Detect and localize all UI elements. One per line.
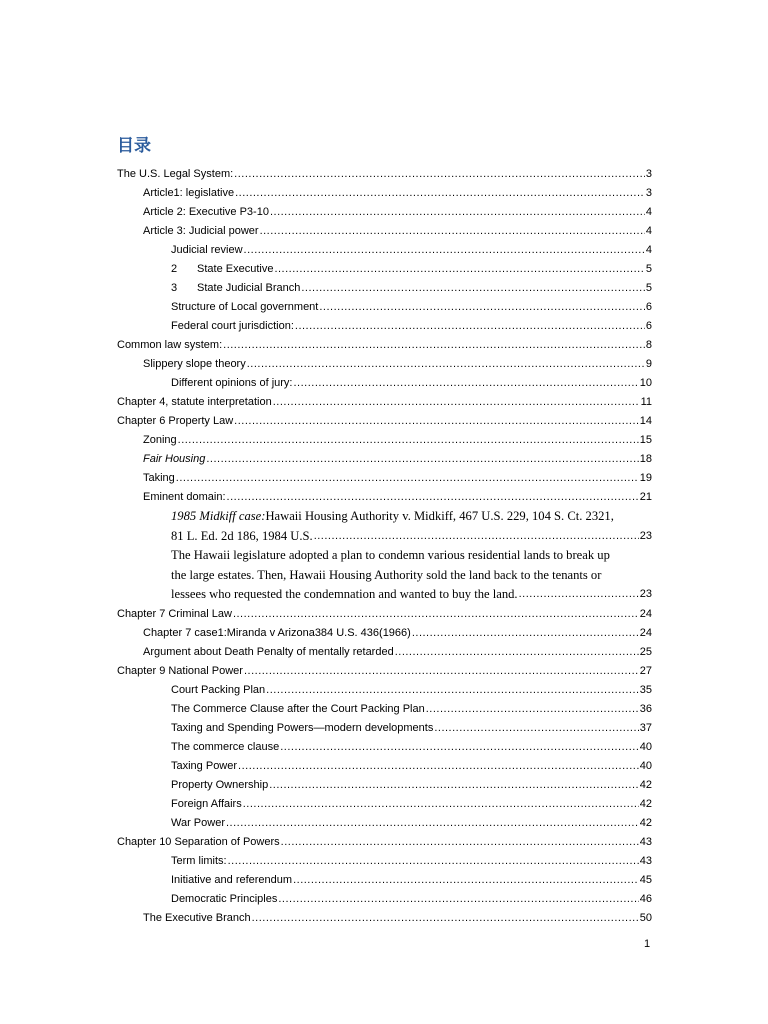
toc-entry-page: 25 [639, 645, 652, 658]
toc-title: 目录 [117, 136, 151, 156]
toc-entry[interactable] [117, 814, 652, 833]
midkiff-case-prefix: 1985 Midkiff case: [171, 509, 266, 523]
toc-entry-label: Different opinions of jury: [171, 377, 293, 389]
dot-leader [314, 527, 639, 547]
toc-entry[interactable] [117, 298, 652, 317]
midkiff-citation: Hawaii Housing Authority v. Midkiff, 467 U.S. 229, 104 S. Ct. 2321, [265, 509, 614, 523]
toc-entry-label: Chapter 7 case1:Miranda v Arizona384 U.S. 436(1966) [143, 626, 411, 639]
dot-leader [278, 890, 638, 909]
toc-entry-label: Federal court jurisdiction: [171, 320, 294, 332]
dot-leader [280, 738, 639, 757]
toc-entry[interactable] [117, 260, 652, 279]
dot-leader [226, 814, 639, 833]
toc-entry-page: 42 [639, 797, 652, 810]
toc-entry-label: Taxing Power [171, 759, 238, 772]
toc-entry-page: 42 [639, 778, 652, 791]
toc-entry[interactable] [117, 776, 652, 795]
toc-entry-page: 43 [639, 835, 652, 848]
toc-entry[interactable] [117, 738, 652, 757]
toc-entry-label: Chapter 10 Separation of Powers [117, 835, 280, 848]
dot-leader [412, 624, 639, 643]
toc-entry-label [171, 279, 300, 298]
toc-entry[interactable] [117, 184, 652, 203]
dot-leader [252, 909, 639, 928]
midkiff-case-entry[interactable] [117, 507, 652, 605]
toc-entry[interactable] [117, 488, 652, 507]
toc-entry-label: The Executive Branch [143, 911, 251, 924]
toc-entry-label [171, 260, 273, 279]
dot-leader [176, 469, 639, 488]
dot-leader [281, 833, 639, 852]
toc-entry-label: Common law system: [117, 339, 223, 351]
toc-entry[interactable] [117, 450, 652, 469]
toc-entry[interactable] [117, 469, 652, 488]
dot-leader [244, 241, 645, 260]
dot-leader [244, 662, 639, 681]
toc-entry-label: Article1: legislative [143, 187, 235, 199]
midkiff-line-2 [171, 527, 652, 547]
dot-leader [228, 852, 639, 871]
toc-entry[interactable] [117, 431, 652, 450]
toc-entry-number: 2 [171, 263, 178, 275]
midkiff-line-1 [171, 507, 652, 527]
toc-entry-label: Article 3: Judicial power [143, 225, 259, 237]
toc-entry-page: 40 [639, 740, 652, 753]
dot-leader [227, 488, 639, 507]
toc-entry[interactable] [117, 203, 652, 222]
toc-entry-label: War Power [171, 816, 225, 829]
toc-entry-label: Taking [143, 472, 175, 484]
toc-entry-page: 18 [639, 453, 652, 465]
toc-entry[interactable] [117, 317, 652, 336]
dot-leader [319, 298, 645, 317]
toc-entry[interactable] [117, 852, 652, 871]
toc-entry-page: 36 [639, 702, 652, 715]
dot-leader [269, 776, 639, 795]
toc-entry[interactable] [117, 757, 652, 776]
toc-entry-label: Court Packing Plan [171, 683, 266, 696]
toc-entry[interactable] [117, 909, 652, 928]
dot-leader [274, 260, 644, 279]
toc-entry[interactable] [117, 833, 652, 852]
toc-entry-label: Zoning [143, 434, 177, 446]
toc-entry-page: 50 [639, 911, 652, 924]
toc-entry-page: 3 [645, 187, 652, 199]
toc-entry-page: 37 [639, 721, 652, 734]
toc-entry-page: 23 [639, 529, 652, 542]
toc-entry-label: The U.S. Legal System: [117, 168, 234, 180]
toc-entry-page: 10 [639, 377, 652, 389]
toc-entry-label: Judicial review [171, 244, 243, 256]
toc-entry-label: Article 2: Executive P3-10 [143, 206, 269, 218]
dot-leader [206, 450, 638, 469]
toc-entry-page: 4 [645, 206, 652, 218]
toc-entry-page: 5 [645, 263, 652, 275]
toc-entry[interactable] [117, 393, 652, 412]
toc-entry-page: 42 [639, 816, 652, 829]
toc-entry-label: Chapter 4, statute interpretation [117, 396, 272, 408]
toc-entry-page: 19 [639, 472, 652, 484]
toc-entry-label: Fair Housing [143, 453, 206, 465]
toc-entry-label: Chapter 7 Criminal Law [117, 607, 232, 620]
toc-entry-page: 40 [639, 759, 652, 772]
toc-entry-page: 24 [639, 626, 652, 639]
toc-entry[interactable] [117, 241, 652, 260]
toc-entry[interactable] [117, 605, 652, 624]
toc-entry-page: 4 [645, 244, 652, 256]
dot-leader [519, 585, 639, 605]
dot-leader [293, 374, 638, 393]
toc-entry-page: 8 [645, 339, 652, 351]
toc-entry[interactable] [117, 890, 652, 909]
toc-entry[interactable] [117, 279, 652, 298]
dot-leader [270, 203, 645, 222]
toc-entry-label: Taxing and Spending Powers—modern developments [171, 721, 434, 734]
toc-entry[interactable] [117, 700, 652, 719]
dot-leader [434, 719, 638, 738]
table-of-contents [117, 165, 652, 928]
dot-leader [395, 643, 639, 662]
toc-entry[interactable] [117, 222, 652, 241]
toc-entry-page: 23 [639, 588, 652, 600]
dot-leader [235, 184, 645, 203]
dot-leader [260, 222, 645, 241]
dot-leader [293, 871, 639, 890]
toc-entry[interactable] [117, 336, 652, 355]
toc-entry-text: State Judicial Branch [197, 282, 301, 294]
toc-entry[interactable] [117, 795, 652, 814]
toc-entry-label: Slippery slope theory [143, 358, 246, 370]
midkiff-summary-line-3 [171, 585, 652, 605]
dot-leader [234, 412, 639, 431]
toc-entry-page: 3 [645, 168, 652, 180]
toc-entry-label: Democratic Principles [171, 892, 278, 905]
toc-entry-label: Chapter 9 National Power [117, 664, 243, 677]
dot-leader [234, 165, 645, 184]
toc-entry[interactable] [117, 355, 652, 374]
toc-entry-page: 46 [639, 892, 652, 905]
toc-entry-page: 6 [645, 301, 652, 313]
dot-leader [178, 431, 639, 450]
toc-entry[interactable] [117, 871, 652, 890]
dot-leader [247, 355, 645, 374]
toc-entry-number: 3 [171, 282, 178, 294]
toc-entry-label: The Commerce Clause after the Court Packing Plan [171, 702, 425, 715]
toc-entry[interactable] [117, 412, 652, 431]
toc-entry-label: Chapter 6 Property Law [117, 415, 234, 427]
dot-leader [426, 700, 639, 719]
toc-entry-label: Initiative and referendum [171, 873, 293, 886]
toc-entry-label: Eminent domain: [143, 491, 226, 503]
toc-entry[interactable] [117, 719, 652, 738]
midkiff-citation-end: 81 L. Ed. 2d 186, 1984 U.S. [171, 528, 313, 543]
toc-entry-label: Property Ownership [171, 778, 269, 791]
dot-leader [295, 317, 645, 336]
toc-entry-page: 24 [639, 607, 652, 620]
toc-entry[interactable] [117, 374, 652, 393]
dot-leader [273, 393, 640, 412]
toc-entry[interactable] [117, 662, 652, 681]
toc-entry-page: 15 [639, 434, 652, 446]
toc-entry-label: The commerce clause [171, 740, 280, 753]
page-number: 1 [644, 938, 651, 950]
toc-entry-page: 21 [639, 491, 652, 503]
dot-leader [238, 757, 639, 776]
toc-entry-page: 27 [639, 664, 652, 677]
dot-leader [233, 605, 639, 624]
toc-entry-page: 14 [639, 415, 652, 427]
toc-entry-page: 9 [645, 358, 652, 370]
toc-entry-page: 35 [639, 683, 652, 696]
toc-entry-page: 5 [645, 282, 652, 294]
dot-leader [301, 279, 645, 298]
midkiff-summary-end: lessees who requested the condemnation and wanted to buy the land. [171, 587, 518, 601]
toc-entry[interactable] [117, 681, 652, 700]
toc-entry-text: State Executive [197, 263, 274, 275]
midkiff-summary-line-2: the large estates. Then, Hawaii Housing Authority sold the land back to the tenants or [171, 567, 602, 582]
toc-entry-page: 6 [645, 320, 652, 332]
toc-entry-page: 4 [645, 225, 652, 237]
toc-entry-label: Argument about Death Penalty of mentally retarded [143, 645, 394, 658]
toc-entry[interactable] [117, 643, 652, 662]
toc-entry-label: Foreign Affairs [171, 797, 242, 810]
dot-leader [266, 681, 639, 700]
toc-entry-page: 11 [640, 396, 652, 408]
dot-leader [223, 336, 645, 355]
toc-entry[interactable] [117, 624, 652, 643]
midkiff-summary-line-1: The Hawaii legislature adopted a plan to condemn various residential lands to break up [171, 548, 610, 562]
toc-entry-label: Term limits: [171, 854, 227, 867]
dot-leader [243, 795, 639, 814]
toc-entry[interactable] [117, 165, 652, 184]
toc-entry-page: 43 [639, 854, 652, 867]
toc-entry-page: 45 [639, 873, 652, 886]
toc-entry-label: Structure of Local government [171, 301, 319, 313]
